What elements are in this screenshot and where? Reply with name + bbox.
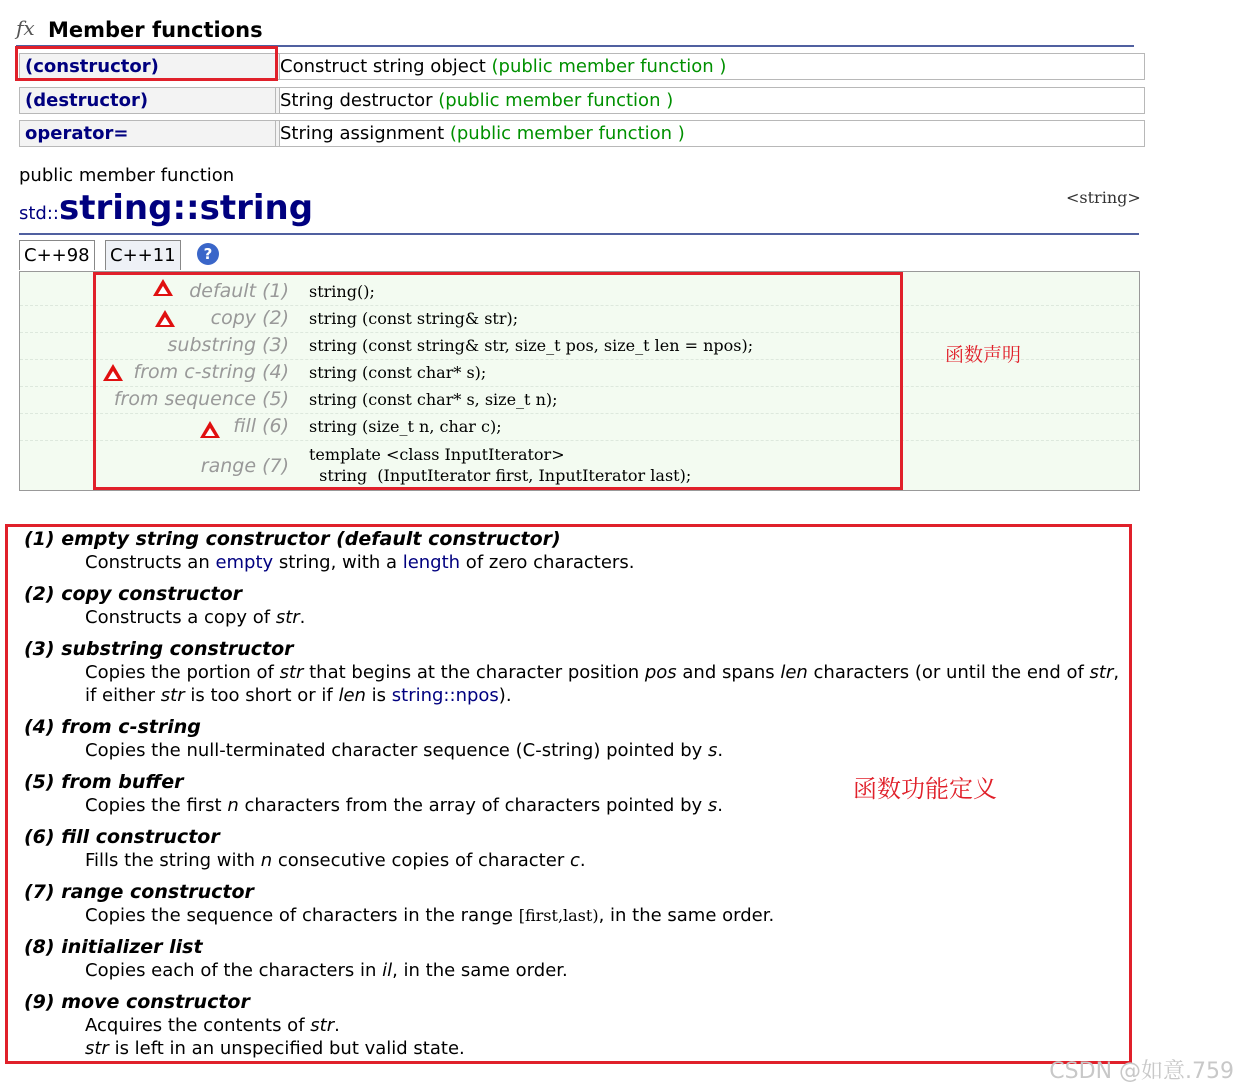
- signature-label: from c-string (4): [133, 361, 289, 383]
- definition-item: [24, 527, 1124, 574]
- signature-label: copy (2): [210, 307, 289, 329]
- definition-text: [24, 1014, 1124, 1060]
- text-span: Constructs an: [85, 552, 216, 573]
- definition-item: [24, 637, 1124, 707]
- param-name: str: [1089, 662, 1114, 683]
- text-span: Acquires the contents of: [85, 1015, 311, 1036]
- member-kind: (public member function ): [438, 90, 674, 111]
- definition-item: [24, 935, 1124, 982]
- text-span: is too short or if: [184, 685, 339, 706]
- text-span: .: [717, 740, 724, 761]
- definition-text: [24, 606, 1124, 629]
- member-row-operator-assign: [19, 120, 1142, 147]
- signature-code: string (const string& str, size_t pos, size_t len = npos);: [309, 336, 754, 355]
- definition-item: [24, 582, 1124, 629]
- definition-text: [24, 849, 1124, 872]
- declaration-highlight-box: [93, 272, 903, 490]
- destructor-link[interactable]: (destructor): [19, 87, 280, 114]
- constructor-highlight-box: [15, 46, 278, 81]
- signature-code: template <class InputIterator> string (InputIterator first, InputIterator last);: [309, 445, 692, 485]
- member-desc-text: String assignment: [280, 123, 450, 144]
- member-desc: [275, 53, 1145, 80]
- definition-title: (8) initializer list: [24, 936, 203, 958]
- definition-text: [24, 551, 1124, 574]
- signature-label: range (7): [200, 455, 289, 477]
- text-span: characters (or until the end of: [807, 662, 1090, 683]
- member-kind: (public member function ): [449, 123, 685, 144]
- param-name: c: [569, 850, 580, 871]
- text-span: Copies the first: [85, 795, 228, 816]
- param-name: str: [85, 1038, 109, 1059]
- text-span: and spans: [676, 662, 781, 683]
- param-name: str: [310, 1015, 335, 1036]
- definition-title: (7) range constructor: [24, 881, 254, 903]
- signature-label: default (1): [189, 280, 289, 302]
- signature-label: substring (3): [167, 334, 289, 356]
- operator-assign-link[interactable]: operator=: [19, 120, 280, 147]
- member-kind: (public member function ): [491, 56, 727, 77]
- member-desc: [275, 120, 1145, 147]
- definition-title: (5) from buffer: [24, 771, 184, 793]
- signature-code: string();: [309, 282, 375, 301]
- divider: [19, 233, 1139, 235]
- text-span: , in the same order.: [392, 960, 568, 981]
- watermark: CSDN @如意.759: [1049, 1059, 1234, 1084]
- param-name: len: [338, 685, 366, 706]
- signature-code: string (size_t n, char c);: [309, 417, 502, 436]
- param-name: str: [160, 685, 185, 706]
- text-span: string, with a: [273, 552, 403, 573]
- param-name: n: [260, 850, 273, 871]
- param-name: s: [708, 740, 718, 761]
- text-span: , if either: [85, 662, 1120, 706]
- member-functions-heading: [16, 14, 1134, 47]
- length-link[interactable]: length: [402, 552, 461, 573]
- help-icon[interactable]: ?: [197, 243, 219, 265]
- header-tag: <string>: [1066, 188, 1141, 207]
- text-span: Copies the portion of: [85, 662, 280, 683]
- range-code: [first,last): [518, 906, 599, 925]
- declaration-note: 函数声明: [945, 344, 1022, 366]
- text-span: .: [299, 607, 306, 628]
- text-span: , in the same order.: [598, 905, 775, 926]
- signature-title: [19, 188, 313, 228]
- text-span: .: [334, 1015, 340, 1036]
- definition-title: (2) copy constructor: [24, 583, 243, 605]
- signature-label: from sequence (5): [113, 388, 289, 410]
- definition-title: (4) from c-string: [24, 716, 201, 738]
- definition-text: [24, 794, 1124, 817]
- definition-title: (3) substring constructor: [24, 638, 294, 660]
- signature-label: fill (6): [233, 415, 289, 437]
- definition-item: [24, 880, 1124, 927]
- member-row-destructor: [19, 87, 1142, 114]
- member-desc: [275, 87, 1145, 114]
- definition-text: [24, 904, 1124, 927]
- constructor-definitions: [24, 527, 1124, 1068]
- text-span: ).: [498, 685, 512, 706]
- definition-item: [24, 825, 1124, 872]
- definition-text: [24, 661, 1124, 707]
- constructor-link[interactable]: (constructor): [19, 53, 280, 80]
- text-span: is left in an unspecified but valid state.: [108, 1038, 465, 1059]
- definition-title: (6) fill constructor: [24, 826, 220, 848]
- text-span: Copies each of the characters in: [85, 960, 383, 981]
- signature-code: string (const char* s, size_t n);: [309, 390, 558, 409]
- tab-cpp11[interactable]: C++11: [105, 240, 181, 270]
- text-span: characters from the array of characters pointed by: [238, 795, 708, 816]
- definition-title: (9) move constructor: [24, 991, 250, 1013]
- definition-text: [24, 959, 1124, 982]
- namespace-prefix: std::: [19, 203, 59, 224]
- param-name: il: [382, 960, 393, 981]
- signature-code: string (const char* s);: [309, 363, 487, 382]
- text-span: Copies the null-terminated character sequence (C-string) pointed by: [85, 740, 709, 761]
- text-span: .: [579, 850, 586, 871]
- definition-title: (1) empty string constructor (default constructor): [24, 528, 561, 550]
- npos-link[interactable]: string::npos: [391, 685, 499, 706]
- member-desc-text: Construct string object: [280, 56, 492, 77]
- empty-link[interactable]: empty: [215, 552, 274, 573]
- param-name: pos: [644, 662, 677, 683]
- public-member-function-label: public member function: [19, 165, 235, 186]
- text-span: that begins at the character position: [303, 662, 645, 683]
- member-desc-text: String destructor: [280, 90, 439, 111]
- fx-icon: fx: [16, 16, 35, 40]
- text-span: consecutive copies of character: [272, 850, 570, 871]
- param-name: str: [275, 607, 300, 628]
- tab-cpp98[interactable]: C++98: [19, 240, 95, 270]
- text-span: .: [717, 795, 723, 816]
- text-span: Copies the sequence of characters in the range: [85, 905, 519, 926]
- param-name: n: [227, 795, 239, 816]
- definition-text: [24, 739, 1124, 762]
- text-span: Constructs a copy of: [85, 607, 276, 628]
- definition-note: 函数功能定义: [853, 775, 997, 803]
- param-name: len: [780, 662, 808, 683]
- text-span: of zero characters.: [460, 552, 635, 573]
- text-span: is: [365, 685, 392, 706]
- signature-code: string (const string& str);: [309, 309, 519, 328]
- definition-item: [24, 990, 1124, 1060]
- param-name: str: [279, 662, 304, 683]
- member-functions-title: Member functions: [48, 18, 263, 42]
- param-name: s: [707, 795, 718, 816]
- definition-item: [24, 770, 1124, 817]
- definition-item: [24, 715, 1124, 762]
- function-name: string::string: [59, 188, 314, 228]
- text-span: Fills the string with: [85, 850, 261, 871]
